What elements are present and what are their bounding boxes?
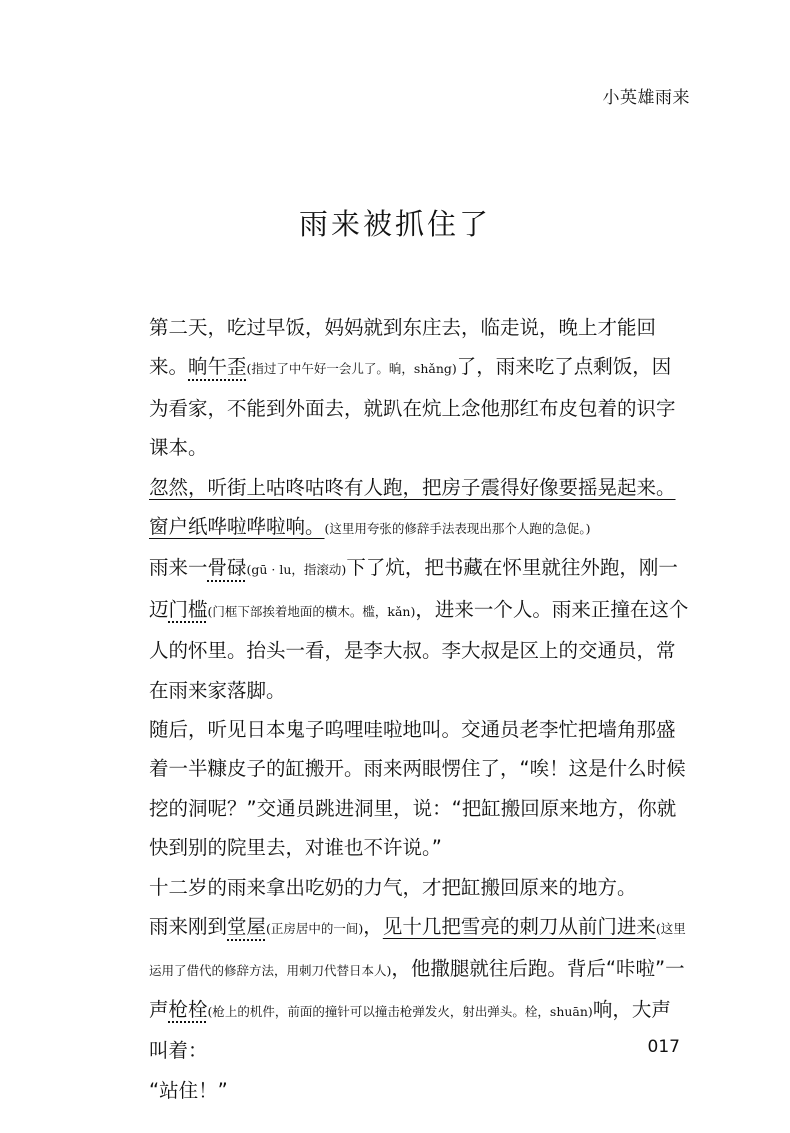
text-run: ，进来一个人。雨来正撞在这个人的怀里。抬头一看，是李大叔。李大叔是区上的交通员，常在雨来家落脚。 <box>149 597 689 702</box>
annotated-word: 门槛 <box>168 597 208 621</box>
annotation-note: (正房居中的一间) <box>266 921 364 937</box>
running-header: 小英雄雨来 <box>602 88 690 108</box>
annotated-word: 枪栓 <box>168 997 208 1021</box>
text-run: ， <box>363 915 383 939</box>
paragraph-6 <box>110 907 690 1071</box>
paragraph-3 <box>110 548 690 710</box>
chapter-title: 雨来被抓住了 <box>298 207 491 241</box>
annotation-note: (指过了中午好一会儿了。晌，shǎng) <box>246 361 457 377</box>
paragraph-2 <box>110 468 690 549</box>
annotation-note: (gū · lu，指滚动) <box>246 562 347 578</box>
annotated-word: 堂屋 <box>227 915 267 939</box>
annotation-note: (枪上的机件，前面的撞针可以撞击枪弹发火，射出弹头。栓，shuān) <box>207 1003 593 1019</box>
annotated-word: 晌午歪 <box>188 355 247 379</box>
paragraph-1 <box>110 308 690 468</box>
paragraph-5 <box>110 868 690 907</box>
text-run: 第二天，吃过早饭，妈妈就到东庄去，临走说，晚上才能回来。 <box>149 316 657 379</box>
underlined-sentence: 忽然，听街上咕咚咕咚有人跑，把房子震得好像要摇晃起来。窗户纸哗啦哗啦响。 <box>149 475 676 539</box>
body-text <box>110 308 690 1110</box>
annotation-note: (这里用夸张的修辞手法表现出那个人跑的急促。) <box>324 521 591 537</box>
text-run: 雨来一 <box>149 556 208 580</box>
text-run: 下了炕，把书藏在怀里就往外跑，刚一迈 <box>149 556 678 621</box>
text-run: “站住！” <box>149 1078 228 1102</box>
text-run: 了，雨来吃了点剩饭，因为看家，不能到外面去，就趴在炕上念他那红布皮包着的识字课本。 <box>149 355 676 460</box>
text-run: ，他撒腿就往后跑。背后“咔啦”一声 <box>149 956 685 1021</box>
annotation-note: (门框下部挨着地面的横木。槛，kǎn) <box>207 603 416 619</box>
text-run: 响，大声叫着： <box>149 997 671 1063</box>
text-run: 雨来刚到 <box>149 915 228 939</box>
paragraph-4 <box>110 710 690 868</box>
annotated-word: 骨碌 <box>207 556 247 580</box>
text-run: 十二岁的雨来拿出吃奶的力气，才把缸搬回原来的地方。 <box>149 875 637 899</box>
annotation-note: (这里运用了借代的修辞方法，用刺刀代替日本人) <box>149 921 686 978</box>
paragraph-7 <box>110 1071 690 1110</box>
page-number: 017 <box>647 1037 680 1057</box>
underlined-sentence: 见十几把雪亮的刺刀从前门进来 <box>382 915 656 939</box>
text-run: 随后，听见日本鬼子呜哩哇啦地叫。交通员老李忙把墙角那盛着一半糠皮子的缸搬开。雨来两眼愣住了，“唉！这是什么时候挖的洞呢？”交通员跳进洞里，说：“把缸搬回原来地方，你就快到别的院里去，对谁也不许说。” <box>149 718 686 860</box>
